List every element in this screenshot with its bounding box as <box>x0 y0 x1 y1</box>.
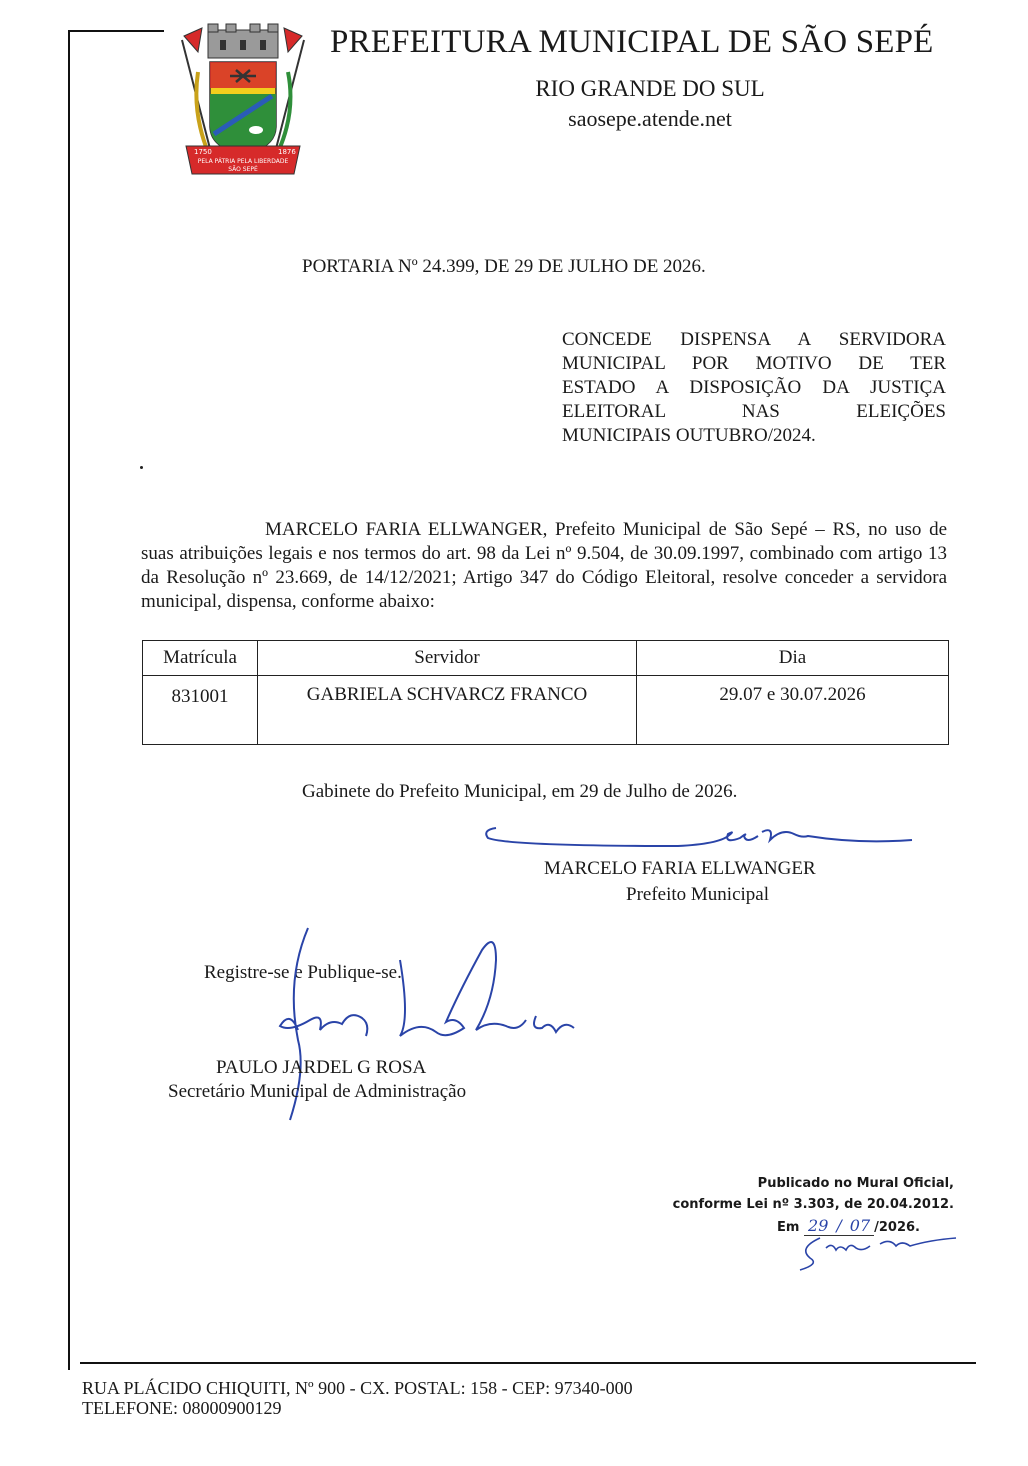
table-cell: 29.07 e 30.07.2026 <box>637 676 949 745</box>
crest-motto: PELA PÁTRIA PELA LIBERDADE <box>197 158 289 165</box>
ementa-line: ELEITORAL NAS ELEIÇÕES <box>562 401 946 422</box>
footer-phone: TELEFONE: 08000900129 <box>82 1398 282 1418</box>
publication-stamp <box>640 1173 954 1238</box>
portaria-heading: PORTARIA Nº 24.399, DE 29 DE JULHO DE 2026. <box>302 256 706 277</box>
stamp-day: 29 <box>804 1216 832 1236</box>
crest-city: SÃO SEPÉ <box>228 166 258 173</box>
mayor-role: Prefeito Municipal <box>626 884 769 905</box>
page-title: PREFEITURA MUNICIPAL DE SÃO SEPÉ <box>330 24 934 60</box>
frame-top-line <box>68 30 164 32</box>
ementa-line: ESTADO A DISPOSIÇÃO DA JUSTIÇA <box>562 377 946 398</box>
ementa-line: MUNICIPAIS OUTUBRO/2024. <box>562 425 816 446</box>
secretary-name: PAULO JARDEL G ROSA <box>216 1057 427 1078</box>
stamp-prefix: Em <box>777 1220 800 1235</box>
ementa-block <box>562 328 946 448</box>
stamp-separator: / <box>832 1216 845 1236</box>
ementa-line: CONCEDE DISPENSA A SERVIDORA <box>562 329 946 350</box>
state-name: RIO GRANDE DO SUL <box>535 76 765 101</box>
mayor-name: MARCELO FARIA ELLWANGER <box>544 858 816 879</box>
frame-left-line <box>68 30 70 1370</box>
frame-bottom-line <box>80 1362 976 1364</box>
stamp-month: 07 <box>846 1216 874 1236</box>
secretary-role: Secretário Municipal de Administração <box>168 1081 467 1102</box>
table-cell: GABRIELA SCHVARCZ FRANCO <box>258 676 637 745</box>
stamp-line-1: Publicado no Mural Oficial, <box>757 1176 954 1191</box>
table-header-cell: Matrícula <box>143 641 258 676</box>
table-header-cell: Servidor <box>258 641 637 676</box>
stamp-year: /2026. <box>874 1220 920 1235</box>
website-text: saosepe.atende.net <box>568 106 732 131</box>
table-header-row <box>143 641 949 676</box>
stamp-line-2: conforme Lei nº 3.303, de 20.04.2012. <box>672 1197 954 1212</box>
stamp-line-3 <box>640 1215 920 1238</box>
table-header-cell: Dia <box>637 641 949 676</box>
servidor-table <box>142 640 949 745</box>
body-paragraph: MARCELO FARIA ELLWANGER, Prefeito Municipal de São Sepé – RS, no uso de suas atribuições legais e nos termos do art. 98 da Lei nº 9.504, de 30.09.1997, combinado com artigo 13 da Resolução nº 23.669, de 14/12/2021; Artigo 347 do Código Eleitoral, resolve conceder a servidora municipal, dispensa, conforme abaixo: <box>141 519 947 612</box>
stray-dot <box>140 466 143 469</box>
table-cell: 831001 <box>143 676 258 745</box>
crest-year-left: 1750 <box>194 148 212 156</box>
table-row <box>143 676 949 745</box>
coat-of-arms-icon <box>176 22 310 186</box>
footer-address: RUA PLÁCIDO CHIQUITI, Nº 900 - CX. POSTAL: 158 - CEP: 97340-000 <box>82 1378 633 1398</box>
ementa-line: MUNICIPAL POR MOTIVO DE TER <box>562 353 946 374</box>
crest-year-right: 1876 <box>278 148 296 156</box>
gabinete-line: Gabinete do Prefeito Municipal, em 29 de Julho de 2026. <box>302 781 738 802</box>
registre-line: Registre-se e Publique-se. <box>204 962 402 983</box>
